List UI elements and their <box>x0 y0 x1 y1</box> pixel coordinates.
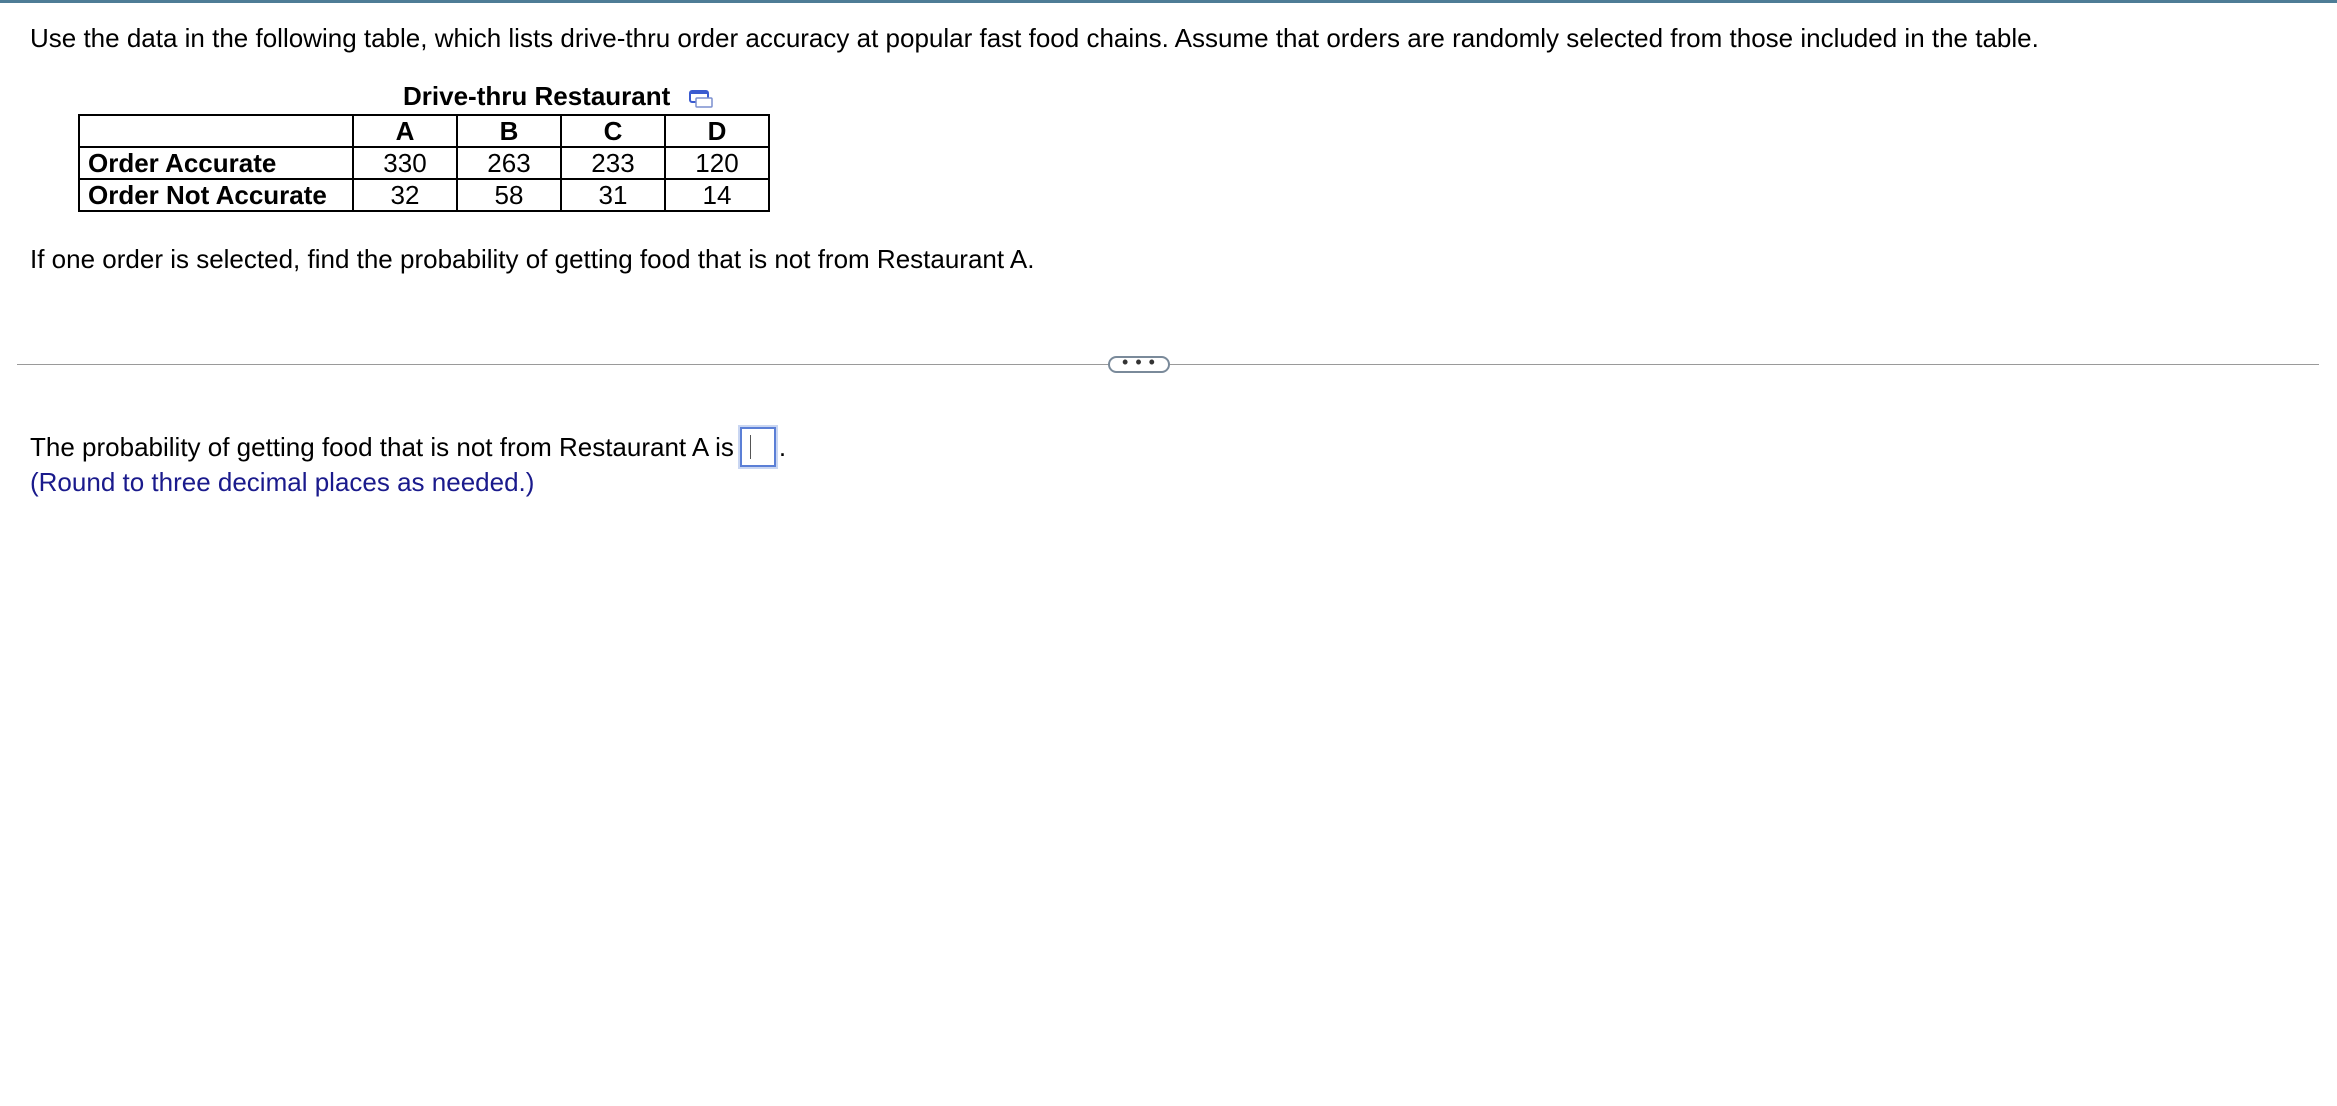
answer-suffix: . <box>778 432 787 462</box>
answer-line <box>30 427 786 467</box>
row-label-order-accurate: Order Accurate <box>79 147 353 179</box>
column-header-b: B <box>457 115 561 147</box>
more-dots-icon: • • • <box>1122 351 1156 372</box>
table-cell: 120 <box>665 147 769 179</box>
answer-prefix: The probability of getting food that is not from Restaurant A is <box>30 432 734 462</box>
column-header-a: A <box>353 115 457 147</box>
rounding-hint: (Round to three decimal places as needed.) <box>30 467 535 497</box>
text-caret <box>750 435 751 459</box>
table-cell: 263 <box>457 147 561 179</box>
table-row <box>79 179 769 211</box>
table-title: Drive-thru Restaurant <box>403 81 671 111</box>
table-cell: 330 <box>353 147 457 179</box>
table-cell: 14 <box>665 179 769 211</box>
column-header-c: C <box>561 115 665 147</box>
column-header-d: D <box>665 115 769 147</box>
table-cell: 31 <box>561 179 665 211</box>
top-border <box>0 0 2337 3</box>
table-header-row <box>79 115 769 147</box>
table-cell: 233 <box>561 147 665 179</box>
table-cell: 32 <box>353 179 457 211</box>
answer-input[interactable] <box>740 427 776 467</box>
data-table <box>78 114 770 212</box>
copy-table-icon[interactable] <box>689 88 715 110</box>
row-label-order-not-accurate: Order Not Accurate <box>79 179 353 211</box>
sub-question: If one order is selected, find the probability of getting food that is not from Restaurant A. <box>30 244 1035 274</box>
question-intro: Use the data in the following table, which lists drive-thru order accuracy at popular fast food chains. Assume that orders are randomly selected from those included in the table. <box>30 23 2039 53</box>
more-button[interactable] <box>1108 351 1170 373</box>
table-cell: 58 <box>457 179 561 211</box>
table-row <box>79 147 769 179</box>
table-corner-cell <box>79 115 353 147</box>
